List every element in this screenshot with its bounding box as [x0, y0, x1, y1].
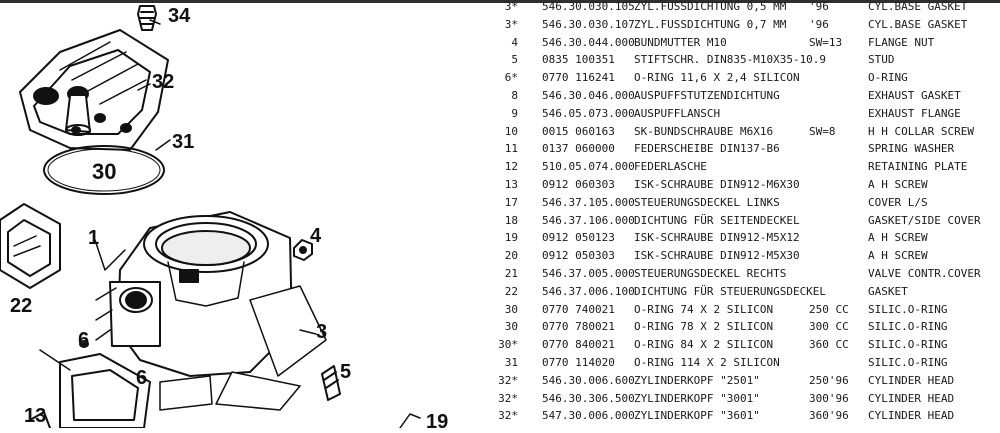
part-number: 546.30.006.600	[542, 373, 635, 387]
part-spec: 360'96	[809, 409, 849, 423]
part-position: 30	[504, 320, 518, 334]
part-row	[486, 265, 986, 283]
part-number: 546.37.106.000	[542, 213, 635, 227]
stud-5-drawing	[322, 366, 340, 400]
part-description-en: SILIC.O-RING	[868, 356, 948, 369]
part-description-de: AUSPUFFSTUTZENDICHTUNG	[634, 89, 780, 102]
part-description-en: O-RING	[868, 71, 908, 85]
part-description-en: SILIC.O-RING	[868, 338, 948, 352]
part-spec: 250'96	[809, 373, 849, 387]
part-description-en: GASKET	[868, 284, 908, 298]
part-description-en: A H SCREW	[868, 178, 928, 191]
part-row	[486, 158, 986, 176]
callout-label: 3	[316, 321, 328, 343]
part-row	[486, 212, 986, 230]
part-description-en: SILIC.O-RING	[868, 302, 948, 316]
part-row	[486, 407, 986, 425]
part-position: 3*	[504, 17, 518, 31]
part-row	[486, 69, 986, 87]
part-row	[486, 176, 986, 194]
part-description-de: STEUERUNGSDECKEL LINKS	[634, 195, 780, 209]
part-number: 0015 060163	[542, 124, 615, 138]
part-position: 20	[504, 249, 518, 263]
part-number: 546.30.044.000	[542, 35, 635, 49]
part-number: 0770 840021	[542, 338, 615, 352]
part-number: 546.30.306.500	[542, 391, 635, 405]
part-number: 0770 116241	[542, 71, 615, 85]
part-description-de: SK-BUNDSCHRAUBE M6X16	[634, 124, 774, 138]
part-position: 8	[511, 89, 518, 102]
part-description-de: ZYLINDERKOPF "3001"	[634, 391, 760, 405]
part-description-en: CYLINDER HEAD	[868, 373, 955, 387]
part-position: 9	[511, 106, 518, 120]
callout-label: 19	[426, 411, 449, 433]
part-number: 0912 050123	[542, 231, 615, 245]
part-position: 6*	[504, 71, 518, 85]
cylinder-head-drawing	[20, 30, 168, 150]
part-description-en: FLANGE NUT	[868, 35, 935, 49]
part-row	[486, 123, 986, 141]
part-description-de: ZYLINDERKOPF "2501"	[634, 373, 760, 387]
part-spec: 250 CC	[809, 302, 849, 316]
part-description-en: SPRING WASHER	[868, 142, 955, 156]
part-row	[486, 87, 986, 105]
part-description-de: FEDERLASCHE	[634, 160, 707, 174]
part-description-de: DICHTUNG FÜR STEUERUNGSDECKEL	[634, 284, 827, 298]
part-number: 510.05.074.000	[542, 160, 635, 174]
part-row	[486, 372, 986, 390]
part-spec: 300'96	[809, 391, 849, 405]
part-row	[486, 16, 986, 34]
part-description-de: ZYL.FUSSDICHTUNG 0,7 MM	[634, 17, 787, 31]
part-description-de: O-RING 74 X 2 SILICON	[634, 302, 774, 316]
part-position: 4	[511, 35, 518, 49]
part-number: 546.37.005.000	[542, 267, 635, 280]
part-description-de: O-RING 114 X 2 SILICON	[634, 356, 780, 369]
part-number: 0770 114020	[542, 356, 615, 369]
part-position: 5	[511, 53, 518, 67]
part-description-de: ZYL.FUSSDICHTUNG 0,5 MM	[634, 0, 787, 13]
valve-cover-22-drawing	[0, 204, 60, 288]
exploded-parts-diagram	[0, 0, 470, 433]
part-description-de: DICHTUNG FÜR SEITENDECKEL	[634, 213, 800, 227]
callout-label: 32	[152, 71, 175, 93]
part-description-en: GASKET/SIDE COVER	[868, 213, 981, 227]
part-description-de: STIFTSCHR. DIN835-M10X35-10.9	[634, 53, 827, 67]
part-number: 546.30.030.105	[542, 0, 635, 13]
part-description-en: CYLINDER HEAD	[868, 391, 955, 405]
part-position: 3*	[504, 0, 518, 13]
part-number: 0835 100351	[542, 53, 615, 67]
callout-label: 30	[92, 159, 117, 184]
part-description-en: STUD	[868, 53, 895, 67]
exhaust-flange-drawing	[30, 341, 150, 428]
part-description-en: CYL.BASE GASKET	[868, 17, 968, 31]
part-description-en: H H COLLAR SCREW	[868, 124, 974, 138]
part-position: 30	[504, 302, 518, 316]
part-number: 0770 780021	[542, 320, 615, 334]
part-spec: SW=8	[809, 124, 836, 138]
part-row	[486, 34, 986, 52]
part-row	[486, 283, 986, 301]
part-spec: SW=13	[809, 35, 843, 49]
callout-label: 31	[172, 131, 195, 153]
part-spec: '96	[809, 0, 829, 13]
part-position: 12	[504, 160, 518, 174]
part-position: 21	[504, 267, 518, 280]
callout-label: 4	[310, 225, 322, 247]
callout-label: 5	[340, 361, 352, 383]
part-number: 546.37.105.000	[542, 195, 635, 209]
part-spec: '96	[809, 17, 829, 31]
part-position: 18	[504, 213, 518, 227]
part-description-de: ISK-SCHRAUBE DIN912-M5X30	[634, 249, 800, 263]
part-position: 10	[504, 124, 518, 138]
part-description-de: BUNDMUTTER M10	[634, 35, 727, 49]
part-row	[486, 354, 986, 372]
part-position: 31	[504, 356, 518, 369]
callout-label: 6	[136, 367, 148, 389]
callout-label: 13	[24, 405, 47, 427]
part-description-de: AUSPUFFLANSCH	[634, 106, 721, 120]
part-number: 546.30.030.107	[542, 17, 635, 31]
part-row	[486, 140, 986, 158]
part-number: 546.37.006.100	[542, 284, 635, 298]
part-description-en: CYL.BASE GASKET	[868, 0, 968, 13]
part-number: 546.05.073.000	[542, 106, 635, 120]
part-description-en: COVER L/S	[868, 195, 928, 209]
part-row	[486, 390, 986, 408]
callout-label: 34	[168, 5, 191, 27]
part-position: 13	[504, 178, 518, 191]
part-description-en: VALVE CONTR.COVER	[868, 267, 981, 280]
part-position: 19	[504, 231, 518, 245]
part-description-en: EXHAUST FLANGE	[868, 106, 961, 120]
part-row	[486, 247, 986, 265]
part-description-en: SILIC.O-RING	[868, 320, 948, 334]
part-description-de: STEUERUNGSDECKEL RECHTS	[634, 267, 787, 280]
part-position: 17	[504, 195, 518, 209]
part-position: 32*	[498, 391, 518, 405]
part-position: 32*	[498, 409, 518, 423]
part-description-de: ISK-SCHRAUBE DIN912-M6X30	[634, 178, 800, 191]
part-row	[486, 301, 986, 319]
callout-label: 1	[88, 227, 100, 249]
part-row	[486, 51, 986, 69]
part-position: 11	[504, 142, 518, 156]
part-description-de: ISK-SCHRAUBE DIN912-M5X12	[634, 231, 800, 245]
part-position: 30*	[498, 338, 518, 352]
part-description-de: ZYLINDERKOPF "3601"	[634, 409, 760, 423]
part-description-de: FEDERSCHEIBE DIN137-B6	[634, 142, 780, 156]
part-spec: 360 CC	[809, 338, 849, 352]
part-row	[486, 194, 986, 212]
part-position: 22	[504, 284, 518, 298]
part-description-de: O-RING 84 X 2 SILICON	[634, 338, 774, 352]
part-number: 0770 740021	[542, 302, 615, 316]
part-number: 0912 050303	[542, 249, 615, 263]
part-number: 0137 060000	[542, 142, 615, 156]
part-description-en: RETAINING PLATE	[868, 160, 968, 174]
part-description-en: A H SCREW	[868, 231, 928, 245]
part-description-de: O-RING 78 X 2 SILICON	[634, 320, 774, 334]
part-row	[486, 229, 986, 247]
part-position: 32*	[498, 373, 518, 387]
part-row	[486, 336, 986, 354]
part-spec: 300 CC	[809, 320, 849, 334]
part-row	[486, 0, 986, 16]
part-number: 547.30.006.000	[542, 409, 635, 423]
part-description-de: O-RING 11,6 X 2,4 SILICON	[634, 71, 800, 85]
part-description-en: EXHAUST GASKET	[868, 89, 961, 102]
diagram-drawing	[0, 0, 470, 428]
callout-label: 6	[78, 329, 90, 351]
callout-label: 22	[10, 295, 33, 317]
part-description-en: CYLINDER HEAD	[868, 409, 955, 423]
part-number: 0912 060303	[542, 178, 615, 191]
part-description-en: A H SCREW	[868, 249, 928, 263]
bolt-34-drawing	[138, 6, 156, 30]
part-row	[486, 318, 986, 336]
part-number: 546.30.046.000	[542, 89, 635, 102]
part-row	[486, 105, 986, 123]
